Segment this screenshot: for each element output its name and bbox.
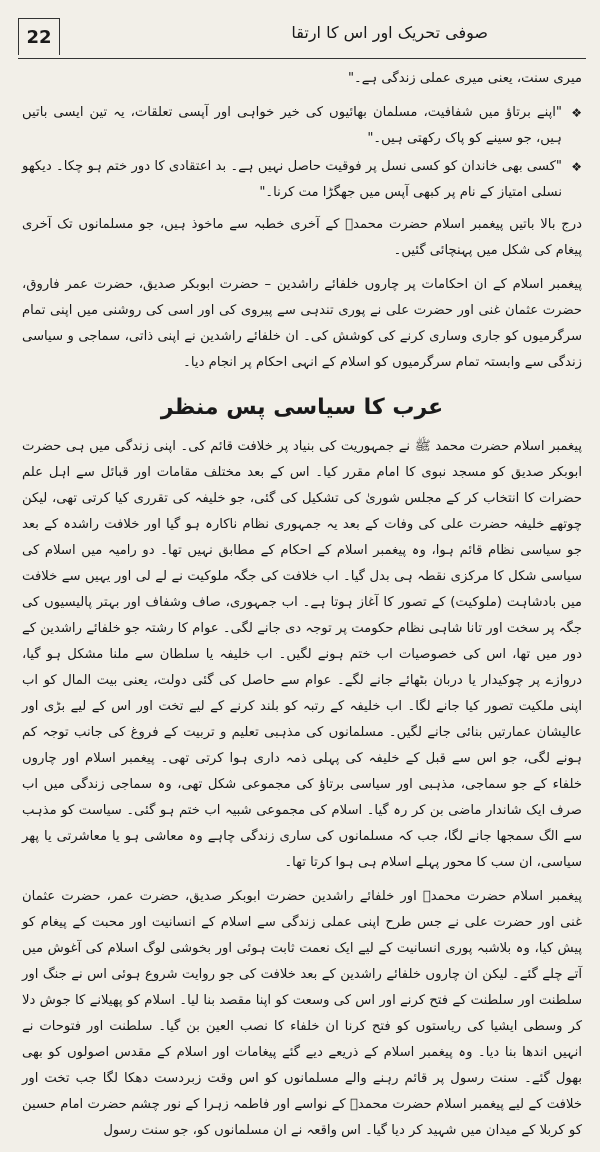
paragraph: پیغمبر اسلام کے ان احکامات پر چاروں خلفائے راشدین – حضرت ابوبکر صدیق، حضرت عمر فاروق، حضرت عثمان غنی اور حضرت علی نے پوری تندہی سے پیروی کی اور اسی کی روشنی میں اپنی تمام سرگرمیوں کو جاری وساری کرنے کی کوشش کی۔ ان خلفائے راشدین نے اپنی ذاتی، سماجی و سیاسی زندگی سے وابستہ تمام سرگرمیوں کو اسلام کے انہی احکام پر انجام دیا۔ xyxy=(22,277,582,370)
diamond-bullet-icon: ❖ xyxy=(571,106,582,120)
quote-continuation: میری سنت، یعنی میری عملی زندگی ہے۔" xyxy=(347,71,582,86)
section-heading: عرب کا سیاسی پس منظر xyxy=(160,395,444,420)
page-header xyxy=(18,18,586,59)
paragraph: پیغمبر اسلام حضرت محمدؐ اور خلفائے راشدین حضرت ابوبکر صدیق، حضرت عمر، حضرت عثمان غنی اور حضرت علی نے جس طرح اپنی عملی زندگی سے اسلام کے انسانیت اور محبت کے پیغام کو پیش کیا، وہ بلاشبہ پوری انسانیت کے لیے ایک نعمت ثابت ہوئی اور بخوشی لوگ اسلام کی آغوش میں آتے چلے گئے۔ لیکن ان چاروں خلفائے راشدین کے بعد خلافت کی جو روایت شروع ہوئی اس نے جنگ اور سلطنت اور سلطنت کے فتح کرنے اور اس کی وسعت کو اپنا مقصد بنا لیا۔ اسلام کو پھیلانے کا جوش دلا کر وسطی ایشیا کی ریاستوں کو فتح کرنا ان خلفاء کا نصب العین بن گیا۔ سلطنت اور فتوحات نے انہیں اندھا بنا دیا۔ وہ پیغمبر اسلام کے ذریعے دیے گئے پیغامات اور اسلام کے مقدس اصولوں کو بھی بھول گئے۔ سنت رسول پر قائم رہنے والے مسلمانوں کو اس وقت زبردست دھکا لگا جب تخت اور خلافت کے لیے پیغمبر اسلام حضرت محمدؐ کے نواسے اور فاطمہ زہرا کے نور چشم حضرت امام حسین کو کربلا کے میدان میں شہید کر دیا گیا۔ اس واقعہ نے ان مسلمانوں کو، جو سنت رسول xyxy=(22,889,582,1138)
quote-list xyxy=(22,100,582,206)
page-body xyxy=(22,66,582,1152)
bullet-text: "کسی بھی خاندان کو کسی نسل پر فوقیت حاصل نہیں ہے۔ بد اعتقادی کا دور ختم ہو چکا۔ دیکھو نسلی امتیاز کے نام پر کبھی آپس میں جھگڑا مت کرنا۔" xyxy=(22,159,562,200)
paragraph: درج بالا باتیں پیغمبر اسلام حضرت محمدؐ کے آخری خطبہ سے ماخوذ ہیں، جو مسلمانوں تک آخری پیغام کی شکل میں پہنچائی گئیں۔ xyxy=(22,217,582,258)
page-number: 22 xyxy=(18,18,60,55)
running-title: صوفی تحریک اور اس کا ارتقا xyxy=(291,23,488,42)
list-item xyxy=(22,154,582,206)
paragraph: پیغمبر اسلام حضرت محمد ﷺ نے جمہوریت کی بنیاد پر خلافت قائم کی۔ اپنی زندگی میں ہی حضرت ابوبکر صدیق کو مسجد نبوی کا امام مقرر کیا۔ اس کے بعد مختلف مقامات اور قبائل سے اہل علم حضرات کا انتخاب کر کے مجلس شوریٰ کی تشکیل کی گئی، جو خلیفہ کی تقرری کیا کرتی تھی، لیکن چوتھے خلیفہ حضرت علی کی وفات کے بعد یہ جمہوری نظام ناکارہ ہو گیا اور خلافت راشدہ کے بعد جو سیاسی نظام قائم ہوا، وہ پیغمبر اسلام کے احکام کے مطابق نہیں تھا۔ دو رامیہ میں اسلام کی سیاسی شکل کا مرکزی نقطہ ہی بدل گیا۔ اب خلافت کی جگہ ملوکیت نے لے لی اور یہیں سے خلافت میں بادشاہت (ملوکیت) کے تصور کا آغاز ہوتا ہے۔ اب جمہوری، صاف وشفاف اور بہتر پالیسیوں کی جگہ پر سخت اور تانا شاہی نظام حکومت پر توجہ دی جانے لگی۔ عوام کا رشتہ جو خلفائے راشدین کے دور میں تھا، اس کی خصوصیات اب ختم ہونے لگیں۔ اب خلیفہ یا سلطان سے ملنا مشکل ہو گیا، دروازے پر چوکیدار یا دربان بٹھائے جانے لگے۔ عوام سے حاصل کی گئی دولت، یعنی بیت المال کو اب اپنی ملکیت تصور کیا جانے لگا۔ اب خلیفہ کے رتبہ کو بلند کرنے کے لیے تخت اور اس کے لیے بڑی اور عالیشان عمارتیں بنائی جانے لگیں۔ مسلمانوں کی مذہبی تعلیم و تربیت کے فروغ کی جانب توجہ کم ہونے لگی، جو اس سے قبل کے خلیفہ کی پہلی ذمہ داری ہوا کرتی تھی۔ پیغمبر اسلام اور چاروں خلفاء کے جو سماجی، مذہبی اور سیاسی برتاؤ کی مجموعی شکل تھی، وہ سماجی زندگی میں اب صرف ایک شاندار ماضی بن کر رہ گیا۔ اسلام کی مجموعی شبیہ اب ختم ہو گئی۔ سیاست کو مذہب سے الگ سمجھا جانے لگا، جب کہ مسلمانوں کی ساری زندگی چاہے وہ معاشی ہو یا معاشرتی یا پھر سیاسی، ان سب کا محور پہلے اسلام ہی ہوا کرتا تھا۔ xyxy=(22,439,582,870)
diamond-bullet-icon: ❖ xyxy=(571,160,582,174)
bullet-text: "اپنے برتاؤ میں شفافیت، مسلمان بھائیوں کی خیر خواہی اور آپسی تعلقات، یہ تین ایسی باتیں ہیں، جو سینے کو پاک رکھتی ہیں۔" xyxy=(22,105,562,146)
list-item xyxy=(22,100,582,152)
